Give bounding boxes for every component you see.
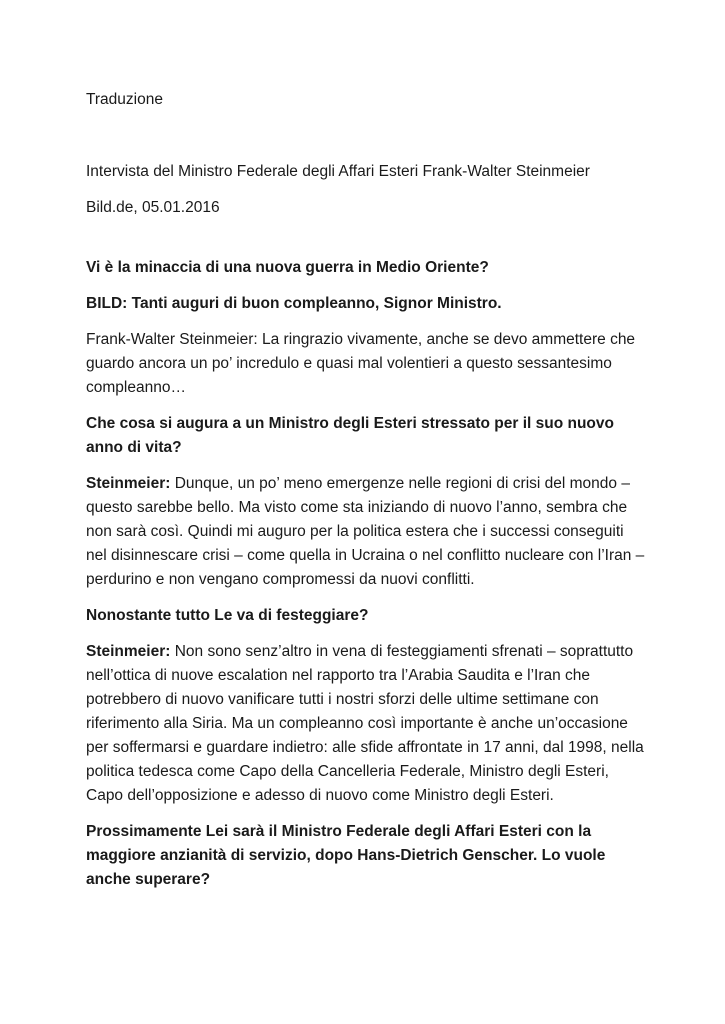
question-2: Che cosa si augura a un Ministro degli Esteri stressato per il suo nuovo anno di vita?: [86, 415, 614, 456]
source-date: Bild.de, 05.01.2016: [86, 199, 220, 216]
speaker-label: Steinmeier:: [86, 475, 171, 492]
answer-2: [86, 472, 646, 592]
answer-3-text: Non sono senz’altro in vena di festeggiamenti sfrenati – soprattutto nell’ottica di nuove escalation nel rapporto tra l’Arabia Saudita e l’Iran che potrebbero di nuovo vanificare tutti i nostri sforzi delle ultime settimane con riferimento alla Siria. Ma un compleanno così importante è anche un’occasione per soffermarsi e guardare indietro: alle sfide affrontate in 17 anni, dal 1998, nella politica tedesca come Capo della Cancelleria Federale, Ministro degli Esteri, Capo dell’opposizione e adesso di nuovo come Ministro degli Esteri.: [86, 643, 644, 804]
answer-3: [86, 640, 646, 808]
answer-1: Frank-Walter Steinmeier: La ringrazio vivamente, anche se devo ammettere che guardo ancora un po’ incredulo e quasi mal volentieri a questo sessantesimo compleanno…: [86, 331, 636, 396]
translation-label: Traduzione: [86, 91, 163, 108]
document-body: [86, 88, 646, 892]
question-1: BILD: Tanti auguri di buon compleanno, Signor Ministro.: [86, 295, 502, 312]
speaker-label: Steinmeier:: [86, 643, 171, 660]
headline: Vi è la minaccia di una nuova guerra in Medio Oriente?: [86, 259, 489, 276]
question-4: Prossimamente Lei sarà il Ministro Federale degli Affari Esteri con la maggiore anzianità di servizio, dopo Hans-Dietrich Genscher. Lo vuole anche superare?: [86, 823, 606, 888]
document-title: Intervista del Ministro Federale degli Affari Esteri Frank-Walter Steinmeier: [86, 163, 590, 180]
question-3: Nonostante tutto Le va di festeggiare?: [86, 607, 369, 624]
answer-2-text: Dunque, un po’ meno emergenze nelle regioni di crisi del mondo – questo sarebbe bello. Ma visto come sta iniziando di nuovo l’anno, sembra che non sarà così. Quindi mi auguro per la politica estera che i successi conseguiti nel disinnescare crisi – come quella in Ucraina o nel conflitto nucleare con l’Iran – perdurino e non vengano compromessi da nuovi conflitti.: [86, 475, 645, 588]
